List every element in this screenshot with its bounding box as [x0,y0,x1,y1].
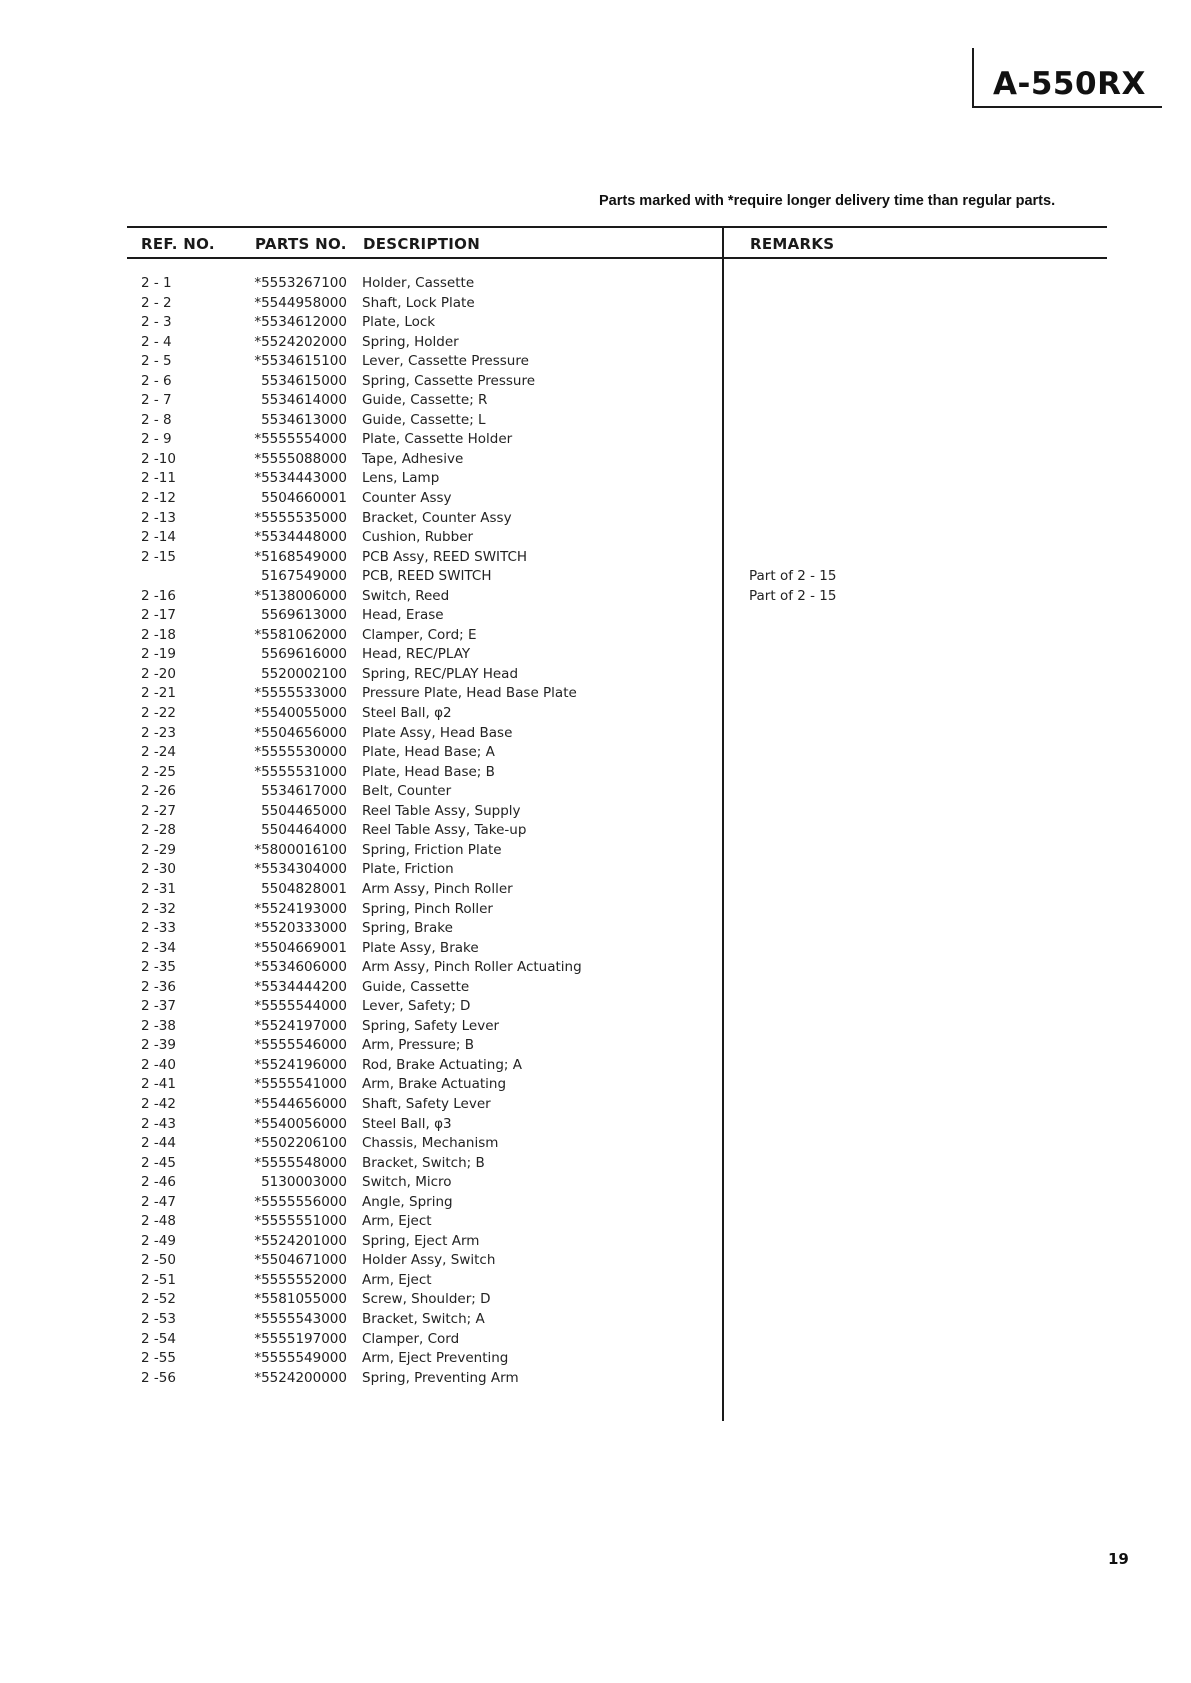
parts-no-cell: *5534443000 [254,470,347,487]
parts-no-cell: *5534304000 [254,861,347,878]
parts-no-cell: *5555530000 [254,744,347,761]
ref-no-cell: 2 -47 [141,1193,176,1210]
parts-no-cell: *5800016100 [254,841,347,858]
table-row [0,549,1191,569]
table-row [0,529,1191,549]
table-row [0,920,1191,940]
table-row [0,901,1191,921]
description-cell: Arm, Pressure; B [362,1037,475,1054]
ref-no-cell: 2 -18 [141,626,176,643]
ref-no-cell: 2 -52 [141,1291,176,1308]
description-cell: PCB, REED SWITCH [362,568,492,585]
description-cell: Plate Assy, Brake [362,939,479,956]
table-row [0,764,1191,784]
description-cell: Arm Assy, Pinch Roller Actuating [362,959,582,976]
table-row [0,1018,1191,1038]
description-cell: Lens, Lamp [362,470,440,487]
description-cell: Tape, Adhesive [362,450,464,467]
parts-no-cell: *5544958000 [254,294,347,311]
table-row [0,783,1191,803]
page-number: 19 [1108,1550,1129,1568]
table-row [0,705,1191,725]
table-row [0,646,1191,666]
table-row [0,1350,1191,1370]
table-row [0,1076,1191,1096]
parts-no-cell: *5504669001 [254,939,347,956]
parts-no-cell: *5555549000 [254,1350,347,1367]
table-row [0,1331,1191,1351]
table-row [0,1096,1191,1116]
table-row [0,607,1191,627]
parts-no-cell: *5555548000 [254,1154,347,1171]
description-cell: Guide, Cassette [362,978,470,995]
ref-no-cell: 2 - 1 [141,275,172,291]
parts-no-cell: 5504464000 [261,822,347,839]
table-row [0,666,1191,686]
table-row [0,295,1191,315]
parts-no-cell: *5540056000 [254,1115,347,1132]
parts-no-cell: *5504671000 [254,1252,347,1269]
parts-no-cell: *5540055000 [254,705,347,722]
parts-no-cell: *5581055000 [254,1291,347,1308]
table-row [0,1194,1191,1214]
table-row [0,1155,1191,1175]
parts-no-cell: 5130003000 [261,1174,347,1191]
description-cell: PCB Assy, REED SWITCH [362,548,528,565]
description-cell: Spring, REC/PLAY Head [362,665,519,682]
table-row [0,1252,1191,1272]
ref-no-cell: 2 - 7 [141,392,172,409]
description-cell: Spring, Cassette Pressure [362,372,536,389]
ref-no-cell: 2 -15 [141,548,176,565]
parts-no-cell: *5524193000 [254,900,347,917]
parts-no-cell: *5534615100 [254,353,347,370]
ref-no-cell: 2 -12 [141,490,176,507]
description-cell: Spring, Pinch Roller [362,900,493,917]
description-cell: Shaft, Lock Plate [362,294,475,311]
table-row [0,1291,1191,1311]
ref-no-cell: 2 -16 [141,587,176,604]
description-cell: Reel Table Assy, Supply [362,802,521,819]
parts-no-cell: *5555535000 [254,509,347,526]
description-cell: Bracket, Counter Assy [362,509,512,526]
parts-no-cell: *5524200000 [254,1369,347,1386]
parts-no-cell: 5504660001 [261,490,347,507]
parts-no-cell: *5502206100 [254,1135,347,1152]
ref-no-cell: 2 -44 [141,1135,176,1152]
parts-no-cell: *5534448000 [254,529,347,546]
parts-no-cell: *5555554000 [254,431,347,448]
description-cell: Bracket, Switch; A [362,1310,485,1327]
table-row [0,510,1191,530]
table-row [0,392,1191,412]
ref-no-cell: 2 -25 [141,763,176,780]
ref-no-cell: 2 -20 [141,665,176,682]
table-header-rule [127,257,1107,259]
description-cell: Arm, Eject [362,1213,432,1230]
description-cell: Cushion, Rubber [362,529,474,546]
parts-no-cell: *5555544000 [254,998,347,1015]
parts-no-cell: *5555551000 [254,1213,347,1230]
description-cell: Shaft, Safety Lever [362,1095,491,1112]
table-row [0,568,1191,588]
column-header-remarks: REMARKS [750,235,835,253]
table-row [0,842,1191,862]
column-header-ref-no: REF. NO. [141,235,215,253]
description-cell: Guide, Cassette; L [362,411,486,428]
ref-no-cell: 2 -31 [141,880,176,897]
ref-no-cell: 2 -38 [141,1017,176,1034]
description-cell: Spring, Friction Plate [362,841,502,858]
column-header-description: DESCRIPTION [363,235,481,253]
table-row [0,451,1191,471]
table-row [0,373,1191,393]
table-row [0,998,1191,1018]
parts-no-cell: *5504656000 [254,724,347,741]
ref-no-cell: 2 -41 [141,1076,176,1093]
table-row [0,275,1191,295]
description-cell: Holder Assy, Switch [362,1252,496,1269]
ref-no-cell: 2 -13 [141,509,176,526]
description-cell: Rod, Brake Actuating; A [362,1056,522,1073]
parts-no-cell: 5569613000 [261,607,347,624]
table-row [0,861,1191,881]
table-row [0,803,1191,823]
parts-no-cell: 5520002100 [261,665,347,682]
parts-no-cell: *5524201000 [254,1232,347,1249]
description-cell: Bracket, Switch; B [362,1154,485,1171]
description-cell: Lever, Safety; D [362,998,471,1015]
table-row [0,1311,1191,1331]
ref-no-cell: 2 -55 [141,1350,176,1367]
ref-no-cell: 2 -28 [141,822,176,839]
description-cell: Switch, Micro [362,1174,452,1191]
ref-no-cell: 2 -21 [141,685,176,702]
table-row [0,1057,1191,1077]
remarks-cell: Part of 2 - 15 [749,587,837,604]
table-row [0,627,1191,647]
ref-no-cell: 2 -17 [141,607,176,624]
ref-no-cell: 2 -51 [141,1271,176,1288]
description-cell: Spring, Eject Arm [362,1232,480,1249]
table-row [0,979,1191,999]
description-cell: Reel Table Assy, Take-up [362,822,527,839]
description-cell: Lever, Cassette Pressure [362,353,529,370]
parts-no-cell: *5555088000 [254,450,347,467]
table-row [0,1116,1191,1136]
parts-no-cell: *5555546000 [254,1037,347,1054]
parts-no-cell: 5534613000 [261,411,347,428]
parts-no-cell: *5555552000 [254,1271,347,1288]
description-cell: Spring, Holder [362,333,459,350]
table-row [0,822,1191,842]
table-row [0,1272,1191,1292]
description-cell: Angle, Spring [362,1193,453,1210]
ref-no-cell: 2 -40 [141,1056,176,1073]
parts-no-cell: *5534612000 [254,314,347,331]
description-cell: Chassis, Mechanism [362,1135,499,1152]
parts-no-cell: *5524202000 [254,333,347,350]
table-row [0,314,1191,334]
ref-no-cell: 2 -32 [141,900,176,917]
ref-no-cell: 2 -36 [141,978,176,995]
table-row [0,959,1191,979]
description-cell: Plate, Cassette Holder [362,431,513,448]
description-cell: Head, Erase [362,607,444,624]
description-cell: Pressure Plate, Head Base Plate [362,685,577,702]
table-top-rule [127,226,1107,228]
model-title: A-550RX [993,66,1146,102]
ref-no-cell: 2 -39 [141,1037,176,1054]
parts-no-cell: 5534617000 [261,783,347,800]
ref-no-cell: 2 -49 [141,1232,176,1249]
table-row [0,334,1191,354]
parts-no-cell: 5534614000 [261,392,347,409]
ref-no-cell: 2 -22 [141,705,176,722]
table-row [0,744,1191,764]
ref-no-cell: 2 -48 [141,1213,176,1230]
description-cell: Head, REC/PLAY [362,646,471,663]
parts-no-cell: *5555543000 [254,1310,347,1327]
parts-no-cell: *5553267100 [254,275,347,291]
ref-no-cell: 2 - 4 [141,333,172,350]
ref-no-cell: 2 - 5 [141,353,172,370]
ref-no-cell: 2 - 2 [141,294,172,311]
parts-no-cell: *5555556000 [254,1193,347,1210]
ref-no-cell: 2 -45 [141,1154,176,1171]
description-cell: Switch, Reed [362,587,450,604]
description-cell: Plate, Lock [362,314,436,331]
description-cell: Plate, Head Base; A [362,744,495,761]
description-cell: Screw, Shoulder; D [362,1291,491,1308]
ref-no-cell: 2 -26 [141,783,176,800]
parts-no-cell: *5555541000 [254,1076,347,1093]
table-row [0,1213,1191,1233]
ref-no-cell: 2 -37 [141,998,176,1015]
parts-no-cell: *5555197000 [254,1330,347,1347]
ref-no-cell: 2 - 3 [141,314,172,331]
ref-no-cell: 2 -30 [141,861,176,878]
table-row [0,412,1191,432]
table-row [0,940,1191,960]
ref-no-cell: 2 -54 [141,1330,176,1347]
table-row [0,881,1191,901]
parts-no-cell: 5569616000 [261,646,347,663]
description-cell: Plate, Head Base; B [362,763,495,780]
ref-no-cell: 2 -50 [141,1252,176,1269]
ref-no-cell: 2 - 9 [141,431,172,448]
ref-no-cell: 2 -53 [141,1310,176,1327]
parts-no-cell: *5544656000 [254,1095,347,1112]
description-cell: Arm Assy, Pinch Roller [362,880,513,897]
description-cell: Counter Assy [362,490,452,507]
ref-no-cell: 2 -19 [141,646,176,663]
ref-no-cell: 2 -29 [141,841,176,858]
table-row [0,1174,1191,1194]
ref-no-cell: 2 -35 [141,959,176,976]
ref-no-cell: 2 - 8 [141,411,172,428]
parts-no-cell: 5504828001 [261,880,347,897]
description-cell: Holder, Cassette [362,275,475,291]
table-row [0,431,1191,451]
parts-no-cell: 5167549000 [261,568,347,585]
parts-no-cell: *5555531000 [254,763,347,780]
ref-no-cell: 2 -33 [141,920,176,937]
ref-no-cell: 2 -43 [141,1115,176,1132]
description-cell: Guide, Cassette; R [362,392,488,409]
ref-no-cell: 2 -34 [141,939,176,956]
parts-no-cell: *5534444200 [254,978,347,995]
description-cell: Steel Ball, φ3 [362,1115,452,1132]
parts-no-cell: *5534606000 [254,959,347,976]
ref-no-cell: 2 -27 [141,802,176,819]
table-row [0,588,1191,608]
parts-no-cell: *5524196000 [254,1056,347,1073]
table-row [0,470,1191,490]
description-cell: Clamper, Cord [362,1330,460,1347]
table-row [0,353,1191,373]
table-row [0,490,1191,510]
description-cell: Belt, Counter [362,783,452,800]
ref-no-cell: 2 -14 [141,529,176,546]
ref-no-cell: 2 - 6 [141,372,172,389]
table-row [0,725,1191,745]
parts-list [0,275,1191,1389]
parts-no-cell: *5520333000 [254,920,347,937]
description-cell: Arm, Eject [362,1271,432,1288]
description-cell: Arm, Brake Actuating [362,1076,507,1093]
table-row [0,1037,1191,1057]
description-cell: Clamper, Cord; E [362,626,477,643]
column-header-parts-no: PARTS NO. [255,235,347,253]
ref-no-cell: 2 -46 [141,1174,176,1191]
description-cell: Plate, Friction [362,861,454,878]
table-row [0,1233,1191,1253]
delivery-notice: Parts marked with *require longer delivery time than regular parts. [599,193,1056,209]
description-cell: Steel Ball, φ2 [362,705,452,722]
parts-no-cell: 5504465000 [261,802,347,819]
table-row [0,1370,1191,1390]
ref-no-cell: 2 -23 [141,724,176,741]
ref-no-cell: 2 -10 [141,450,176,467]
ref-no-cell: 2 -24 [141,744,176,761]
parts-no-cell: *5555533000 [254,685,347,702]
parts-no-cell: *5581062000 [254,626,347,643]
description-cell: Arm, Eject Preventing [362,1350,509,1367]
remarks-cell: Part of 2 - 15 [749,568,837,585]
table-row [0,1135,1191,1155]
description-cell: Spring, Brake [362,920,453,937]
table-row [0,685,1191,705]
ref-no-cell: 2 -11 [141,470,176,487]
parts-no-cell: *5138006000 [254,587,347,604]
description-cell: Spring, Safety Lever [362,1017,500,1034]
parts-no-cell: *5168549000 [254,548,347,565]
description-cell: Plate Assy, Head Base [362,724,513,741]
ref-no-cell: 2 -56 [141,1369,176,1386]
description-cell: Spring, Preventing Arm [362,1369,519,1386]
parts-no-cell: *5524197000 [254,1017,347,1034]
parts-no-cell: 5534615000 [261,372,347,389]
ref-no-cell: 2 -42 [141,1095,176,1112]
